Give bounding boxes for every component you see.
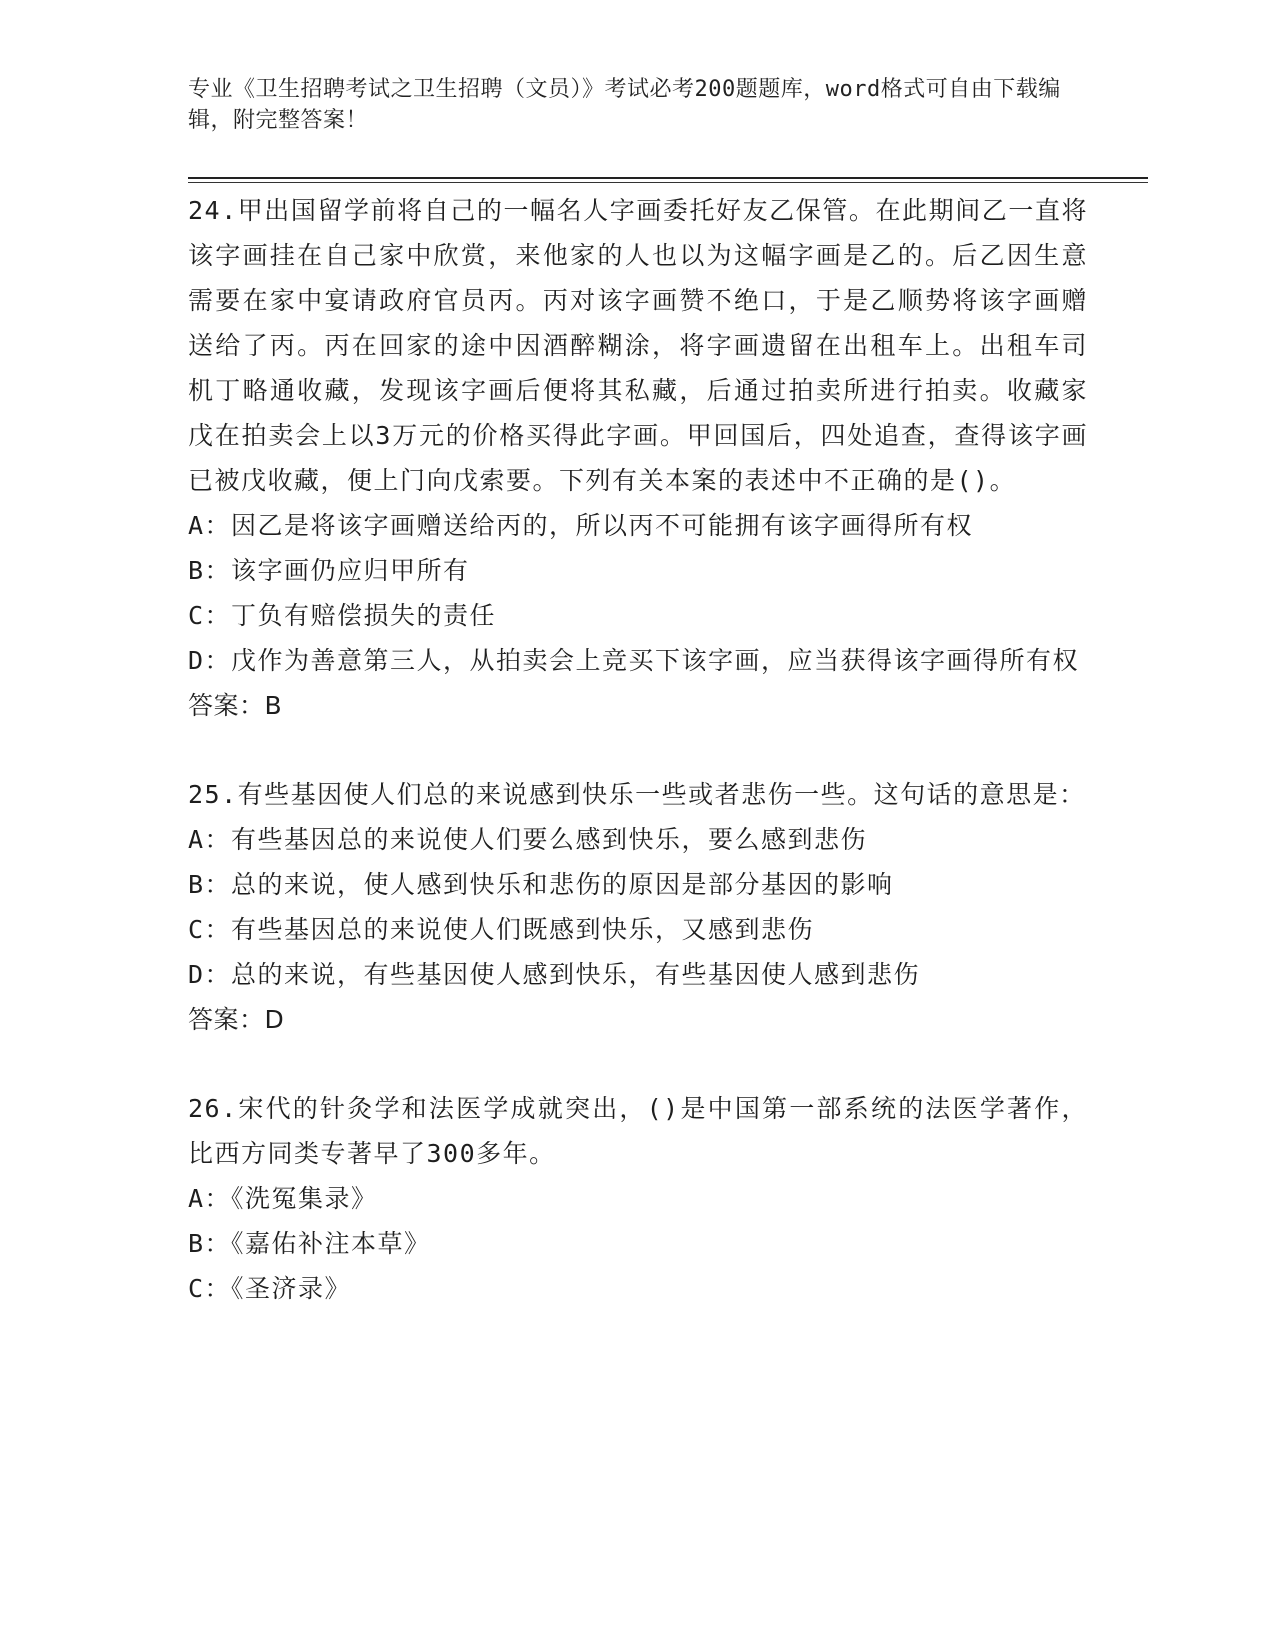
document-header	[188, 74, 1068, 136]
option-d: D：戊作为善意第三人，从拍卖会上竞买下该字画，应当获得该字画得所有权	[188, 646, 1080, 675]
question-stem: 24.甲出国留学前将自己的一幅名人字画委托好友乙保管。在此期间乙一直将该字画挂在自己家中欣赏，来他家的人也以为这幅字画是乙的。后乙因生意需要在家中宴请政府官员丙。丙对该字画赞不绝口，于是乙顺势将该字画赠送给了丙。丙在回家的途中因酒醉糊涂，将字画遗留在出租车上。出租车司机丁略通收藏，发现该字画后便将其私藏，后通过拍卖所进行拍卖。收藏家戊在拍卖会上以3万元的价格买得此字画。甲回国后，四处追查，查得该字画已被戊收藏，便上门向戊索要。下列有关本案的表述中不正确的是()。	[188, 196, 1088, 495]
question-list	[188, 188, 1088, 1311]
answer-label: 答案：D	[188, 1005, 285, 1034]
option-c: C：《圣济录》	[188, 1274, 352, 1303]
question-stem: 25.有些基因使人们总的来说感到快乐一些或者悲伤一些。这句话的意思是：	[188, 780, 1086, 809]
option-c: C：有些基因总的来说使人们既感到快乐，又感到悲伤	[188, 915, 815, 944]
option-c: C：丁负有赔偿损失的责任	[188, 601, 497, 630]
option-b: B：该字画仍应归甲所有	[188, 556, 470, 585]
header-title: 专业《卫生招聘考试之卫生招聘（文员）》考试必考200题题库，word格式可自由下载编辑，附完整答案！	[188, 77, 1061, 133]
option-a: A：有些基因总的来说使人们要么感到快乐，要么感到悲伤	[188, 825, 868, 854]
option-a: A：因乙是将该字画赠送给丙的，所以丙不可能拥有该字画得所有权	[188, 511, 974, 540]
option-b: B：《嘉佑补注本草》	[188, 1229, 431, 1258]
option-d: D：总的来说，有些基因使人感到快乐，有些基因使人感到悲伤	[188, 960, 921, 989]
question-26	[188, 1086, 1088, 1311]
header-divider	[188, 177, 1148, 179]
spacer	[188, 1042, 1088, 1086]
question-25	[188, 772, 1088, 1042]
answer-label: 答案：B	[188, 691, 283, 720]
spacer	[188, 728, 1088, 772]
option-a: A：《洗冤集录》	[188, 1184, 378, 1213]
header-divider-thin	[188, 182, 1148, 183]
question-stem: 26.宋代的针灸学和法医学成就突出，()是中国第一部系统的法医学著作，比西方同类专著早了300多年。	[188, 1094, 1088, 1168]
option-b: B：总的来说，使人感到快乐和悲伤的原因是部分基因的影响	[188, 870, 894, 899]
question-24	[188, 188, 1088, 728]
